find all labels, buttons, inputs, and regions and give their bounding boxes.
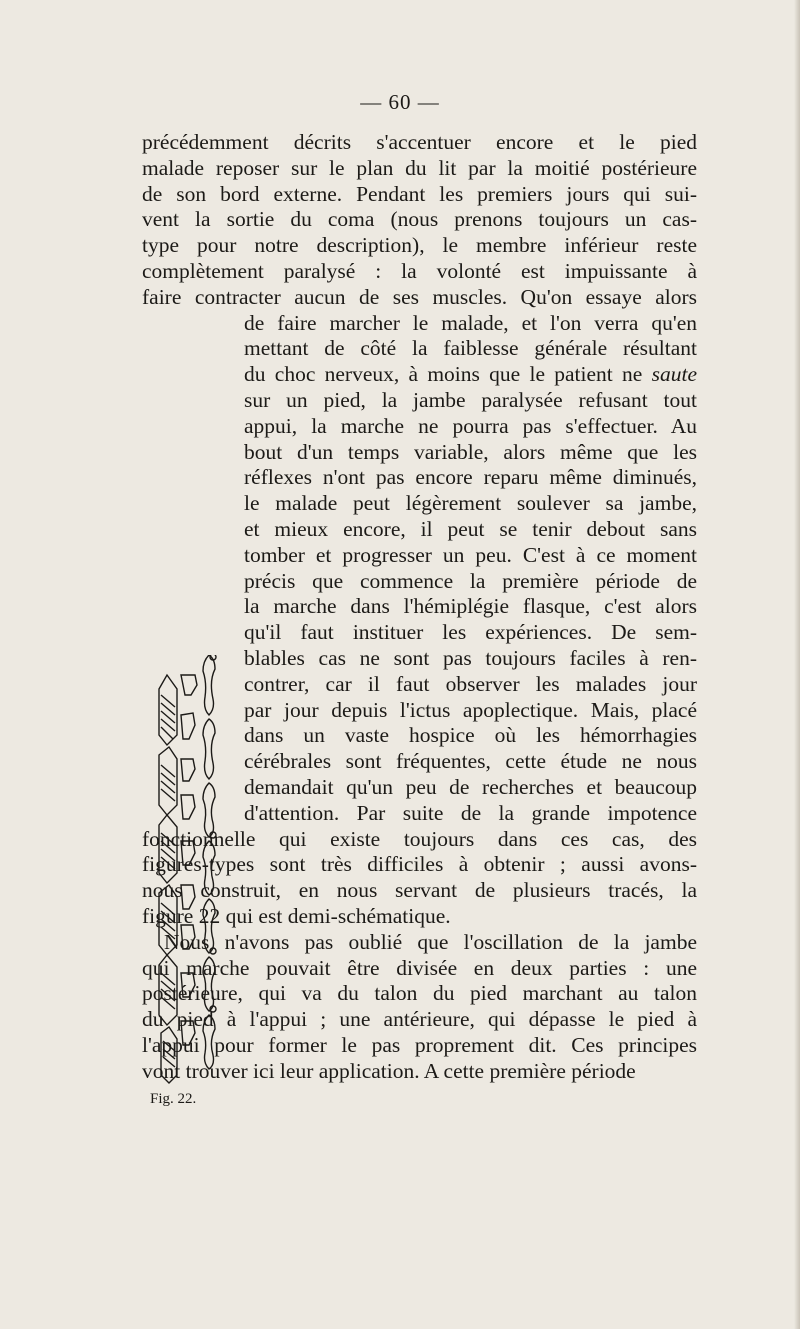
stance-leg-hatching [159, 675, 177, 1083]
text-line: dans un vaste hospice où les hémorrhagies [244, 723, 697, 748]
text-line: malade reposer sur le plan du lit par la moitié postérieure [142, 155, 697, 180]
text-line: Nous n'avons pas oublié que l'oscillation de la jambe [164, 929, 697, 954]
text-line: précis que commence la première période de [244, 568, 697, 593]
swing-leg-symbols [203, 655, 216, 1069]
text-line: complètement paralysé : la volonté est impuissante à [142, 259, 697, 283]
text-line: vent la sortie du coma (nous prenons toujours un cas- [142, 207, 697, 232]
text-line: contrer, car il faut observer les malades jour [244, 671, 697, 696]
text-line: demandait qu'un peu de recherches et beaucoup [244, 775, 697, 799]
middle-foot-outlines [181, 675, 197, 1045]
text-line: blables cas ne sont pas toujours faciles à ren- [244, 646, 697, 670]
text-line: appui, la marche ne pourra pas s'effectuer. Au [244, 413, 697, 438]
text-line: postérieure, qui va du talon du pied marchant au talon [142, 981, 697, 1006]
text-line: l'appui pour former le pas proprement dit. Ces principes [142, 1033, 697, 1057]
text-line: cérébrales sont fréquentes, cette étude ne nous [244, 749, 697, 774]
text-line: de son bord externe. Pendant les premiers jours qui sui- [142, 181, 697, 206]
text-line: figure 22 qui est demi-schématique. [142, 904, 451, 928]
text-line: du pied à l'appui ; une antérieure, qui dépasse le pied à [142, 1007, 697, 1032]
figure-22-leg-diagram [155, 655, 233, 1085]
text-line: type pour notre description), le membre inférieur reste [142, 233, 697, 258]
figure-caption: Fig. 22. [150, 1091, 197, 1107]
emphasis: saute [651, 362, 697, 387]
text-line: de faire marcher le malade, et l'on verra qu'en [244, 310, 697, 335]
text-line: mettant de côté la faiblesse générale résultant [244, 336, 697, 361]
text-line: qu'il faut instituer les expériences. De sem- [244, 620, 697, 645]
text-line: du choc nerveux, à moins que le patient ne saute [244, 362, 697, 387]
page-edge-shadow [794, 0, 800, 1329]
text-line: précédemment décrits s'accentuer encore et le pied [142, 130, 697, 154]
text-line: sur un pied, la jambe paralysée refusant tout [244, 388, 697, 412]
text-line: bout d'un temps variable, alors même que les [244, 439, 697, 464]
text-line: d'attention. Par suite de la grande impotence [244, 800, 697, 825]
text-line: réflexes n'ont pas encore reparu même diminués, [244, 465, 697, 490]
text-line: par jour depuis l'ictus apoplectique. Mais, placé [244, 697, 697, 722]
text-line: et mieux encore, il peut se tenir debout sans [244, 517, 697, 541]
text-line: tomber et progresser un peu. C'est à ce moment [244, 542, 697, 567]
text-line: faire contracter aucun de ses muscles. Qu'on essaye alors [142, 284, 697, 309]
text-line: figures-types sont très difficiles à obtenir ; aussi avons- [142, 852, 697, 877]
page-number: — 60 — [360, 90, 440, 114]
text-line: la marche dans l'hémiplégie flasque, c'est alors [244, 594, 697, 619]
text-line: nous construit, en nous servant de plusieurs tracés, la [142, 878, 697, 903]
text-line: vont trouver ici leur application. A cette première période [142, 1058, 636, 1083]
text-line: fonctionnelle qui existe toujours dans ces cas, des [142, 826, 697, 851]
text-line: qui marche pouvait être divisée en deux parties : une [142, 955, 697, 980]
text-line: le malade peut légèrement soulever sa jambe, [244, 491, 697, 516]
